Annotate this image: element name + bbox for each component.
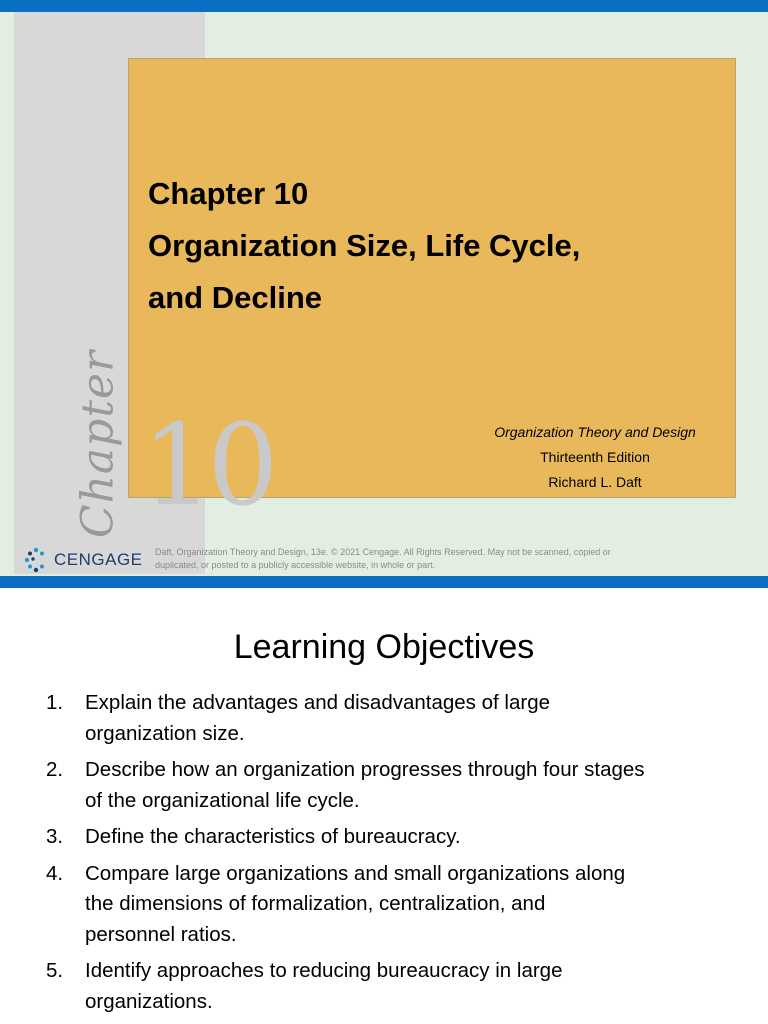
copyright-line: Daft, Organization Theory and Design, 13e. © 2021 Cengage. All Rights Reserved. May not be scanned, copied or (155, 547, 611, 557)
objectives-title: Learning Objectives (233, 628, 535, 666)
objective-text (85, 755, 736, 816)
objective-line: Compare large organizations and small organizations along (85, 861, 626, 885)
objectives-list (46, 688, 736, 1023)
objective-number: 1. (46, 691, 64, 714)
book-title: Organization Theory and Design (494, 424, 696, 440)
slide-title (148, 168, 728, 324)
big-chapter-number: 10 (142, 401, 273, 531)
objective-line: Identify approaches to reducing bureaucracy in large (85, 959, 563, 982)
book-edition: Thirteenth Edition (540, 449, 650, 465)
top-bar (0, 0, 768, 12)
objective-text (85, 822, 736, 853)
objective-item (46, 755, 736, 816)
objective-item (46, 822, 736, 853)
book-author: Richard L. Daft (548, 474, 642, 490)
objective-line: Describe how an organization progresses through four stages (85, 758, 645, 781)
objective-text (85, 688, 736, 749)
objective-item (46, 688, 736, 749)
cengage-dots-icon (24, 547, 48, 573)
title-line: Organization Size, Life Cycle, (148, 228, 581, 263)
objective-item (46, 956, 736, 1017)
bottom-bar (0, 576, 768, 588)
objective-number: 5. (46, 959, 64, 982)
objective-text (85, 956, 736, 1017)
objective-line: Define the characteristics of bureaucracy. (85, 825, 461, 848)
objective-text (85, 859, 736, 951)
vertical-chapter-label: Chapter (72, 349, 124, 539)
cengage-wordmark: CENGAGE (54, 550, 143, 569)
objective-line: organization size. (85, 721, 245, 745)
objective-line: Explain the advantages and disadvantages of large (85, 691, 551, 714)
objective-line: personnel ratios. (85, 922, 237, 946)
title-line: and Decline (148, 280, 322, 315)
book-info (470, 420, 720, 495)
objective-line: organizations. (85, 989, 213, 1013)
copyright-notice (155, 546, 655, 572)
objective-item (46, 859, 736, 951)
objective-line: of the organizational life cycle. (85, 788, 360, 812)
cengage-logo (24, 546, 143, 574)
objective-number: 2. (46, 758, 64, 781)
title-line: Chapter 10 (148, 176, 309, 211)
objective-line: the dimensions of formalization, centralization, and (85, 892, 546, 915)
copyright-line: duplicated, or posted to a publicly accessible website, in whole or part. (155, 560, 436, 570)
objective-number: 4. (46, 861, 64, 885)
objective-number: 3. (46, 825, 64, 848)
objectives-slide (0, 588, 768, 1024)
